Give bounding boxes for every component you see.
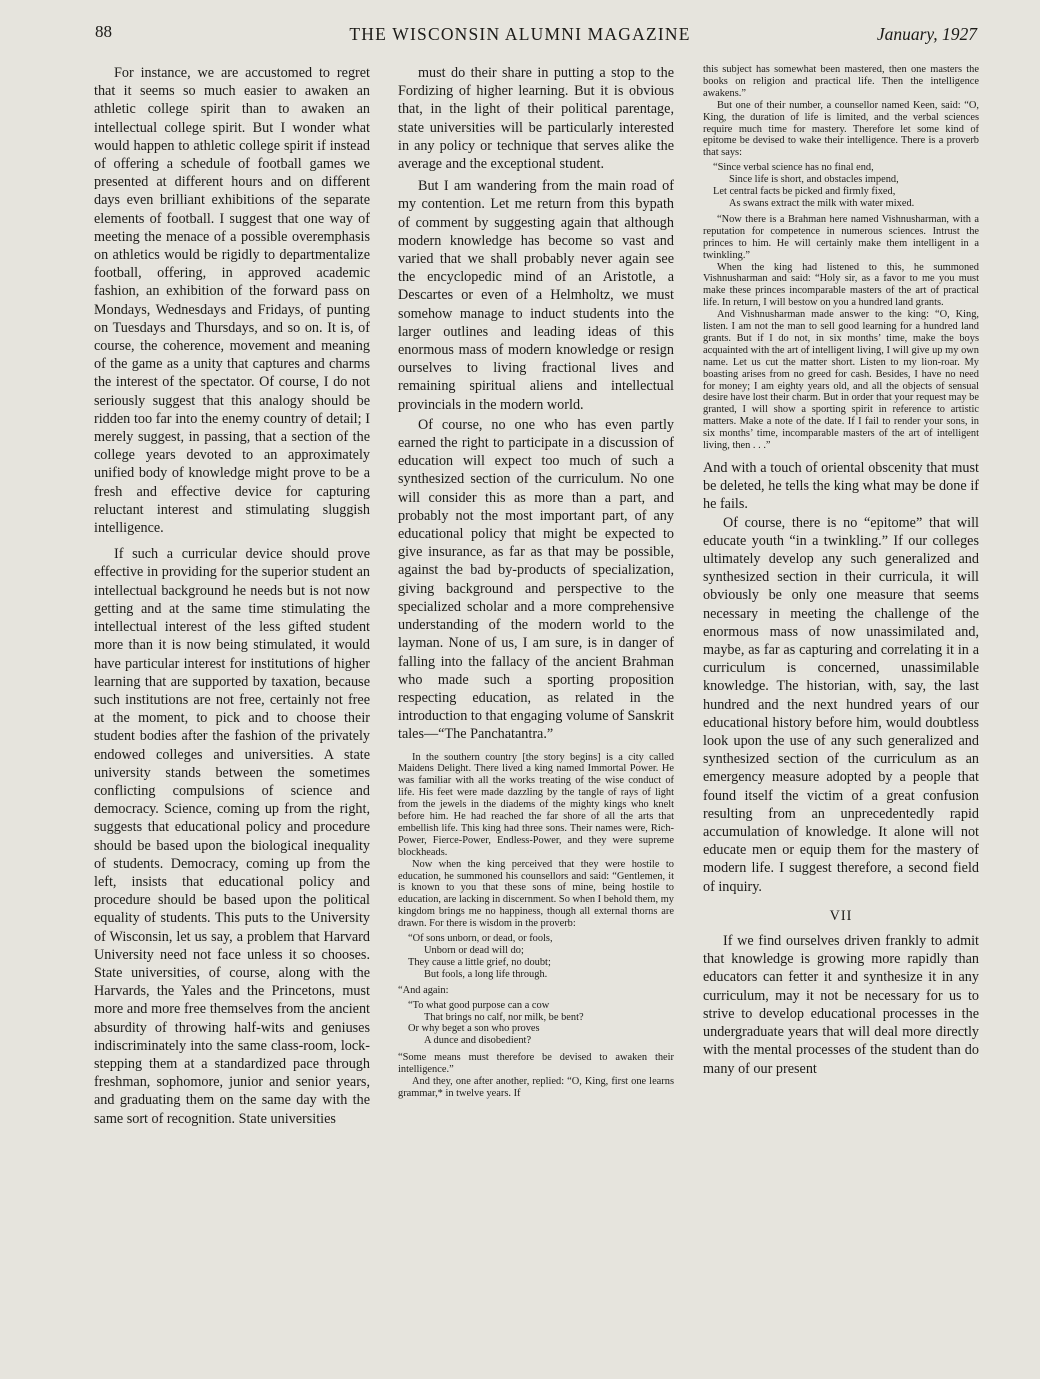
paragraph: If we find ourselves driven frankly to admit that knowledge is growing more rapidly than educators can fetter it and synthesize it in any curriculum, may it not be necessary for us to strive to develop educational processes in the undergraduate years that will deal more directly with the mental processes of the student than do many of our present <box>703 933 979 1077</box>
paragraph: must do their share in putting a stop to the Fordizing of higher learning. But it is obvious that, in the light of their political parentage, state universities will be particularly interested in any policy or technique that serves alike the average and the exceptional student. <box>398 65 674 173</box>
paragraph: For instance, we are accustomed to regret that it seems so much easier to awaken an athletic college spirit than to awaken an intellectual college spirit. But I wonder what would happen to athletic college spirit if instead of offering a schedule of football games we presented at different hours and on different days even brilliant exhibitions of the separate elements of football. I suggest that one way of meeting the menace of a possible overemphasis on athletics would be rigidly to departmentalize football, offering, in approved academic fashion, an exhibition of the forward pass on Mondays, Wednesdays and Fridays, of punting on Tuesdays and Thursdays, and so on. It is, of course, the coherence, movement and meaning of the game as a unity that captures and charms the interest of the spectator. Of course, I do not seriously suggest that this analogy should be ridden too far into the enemy country of detail; I merely suggest, in passing, that a section of the college years devoted to an approximately unified body of knowledge might prove to be a fresh and effective device for capturing reluctant interest and stimulating sluggish intelligence. <box>94 65 370 537</box>
panchatantra-excerpt <box>398 752 674 1100</box>
verse-line: “To what good purpose can a cow <box>408 999 550 1011</box>
body-text <box>703 459 979 1078</box>
verse-line: That brings no calf, nor milk, be bent? <box>424 1011 584 1023</box>
column-middle <box>398 64 674 1100</box>
quote-paragraph: “Now there is a Brahman here named Vishnusharman, with a reputation for competence in numerous sciences. Intrust the princes to him. He will certainly make them intelligent in a twinkling.” <box>703 213 979 261</box>
section-heading: VII <box>829 907 853 924</box>
verse-line: Unborn or dead will do; <box>424 945 524 957</box>
quote-paragraph: And Vishnusharman made answer to the king: “O, King, listen. I am not the man to sell good learning for a hundred land grants. But if I do not, in six months’ time, make the boys acquainted with the art of intelligent living, I will give up my own name. Let us cut the matter short. Listen to my lion-roar. My boasting arises from no greed for cash. Besides, I have no need for money; I am eighty years old, and all the objects of sensual desire have lost their charm. But in order that your request may be granted, I will show a sporting spirit in reference to artistic matters. Make a note of the date. If I fail to render your sons, in six months’ time, incomparable masters of the art of intelligent living, then . . .” <box>703 309 979 452</box>
quote-paragraph: “And again: <box>398 984 449 996</box>
magazine-title: THE WISCONSIN ALUMNI MAGAZINE <box>349 24 691 44</box>
panchatantra-excerpt-continued <box>703 64 979 452</box>
verse-line: “Since verbal science has no final end, <box>713 162 874 174</box>
page-number: 88 <box>95 22 112 41</box>
proverb-verse <box>713 162 979 210</box>
quote-paragraph: And they, one after another, replied: “O, King, first one learns grammar,* in twelve years. If <box>398 1076 674 1099</box>
quote-paragraph: Now when the king perceived that they were hostile to education, he summoned his counsellors and said: “Gentlemen, it is known to you that these sons of mine, being hostile to education, are lacking in discernment. So when I behold them, my kingdom brings me no happiness, though all external thorns are drawn. For there is wisdom in the proverb: <box>398 858 674 930</box>
page-header <box>0 20 1040 54</box>
proverb-verse <box>408 933 674 981</box>
verse-line: Or why beget a son who proves <box>408 1023 540 1035</box>
verse-line: A dunce and disobedient? <box>424 1035 532 1047</box>
quote-paragraph: But one of their number, a counsellor named Keen, said: “O, King, the duration of life is limited, and the verbal sciences require much time for mastery. Therefore let some kind of epitome be devised to wake their intelligence. There is a proverb that says: <box>703 99 979 159</box>
quote-paragraph: “Some means must therefore be devised to awaken their intelligence.” <box>398 1052 674 1076</box>
quote-paragraph: When the king had listened to this, he summoned Vishnusharman and said: “Holy sir, as a favor to me you must make these princes incomparable masters of the art of practical life. In return, I will bestow on you a hundred land grants. <box>703 261 979 309</box>
proverb-verse <box>408 1000 674 1048</box>
verse-line: But fools, a long life through. <box>424 968 548 980</box>
verse-line: “Of sons unborn, or dead, or fools, <box>408 933 553 945</box>
issue-date: January, 1927 <box>876 24 977 44</box>
quote-paragraph: In the southern country [the story begins] is a city called Maidens Delight. There lived a king named Immortal Power. He was familiar with all the works treating of the wise conduct of life. His feet were made dazzling by the tangle of rays of light from the jewels in the diadems of the mighty kings who knelt before him. He had reached the far shore of all the arts that embellish life. This king had three sons. Their names were, Rich-Power, Fierce-Power, Endless-Power, and they were supreme blockheads. <box>398 751 674 858</box>
verse-line: Let central facts be picked and firmly fixed, <box>713 186 896 198</box>
paragraph: But I am wandering from the main road of my contention. Let me return from this bypath of comment by suggesting again that although modern knowledge has become so vast and varied that we shall probably never again see the encyclopedic mind of an Aristotle, a Descartes or even of a Helmholtz, we must somehow manage to induct students into the larger outlines and leading ideas of this enormous mass of modern knowledge or resign ourselves to living fractional lives and remaining spiritual aliens and intellectual provincials in the modern world. <box>398 178 674 413</box>
paragraph: And with a touch of oriental obscenity that must be deleted, he tells the king what may be done if he fails. <box>703 460 979 513</box>
column-left <box>94 64 370 1128</box>
verse-line: As swans extract the milk with water mixed. <box>729 197 915 209</box>
column-right <box>703 64 979 1078</box>
paragraph: If such a curricular device should prove effective in providing for the superior student an intellectual background he needs but is not now getting and at the same time stimulating the intellectual interest of the less gifted student more than it is now being stimulated, it would have particular interest for institutions of higher learning that are supported by taxation, because such institutions are not free, certainly not free at the moment, to pick and to choose their student bodies after the fashion of the privately endowed colleges and universities. A state university stands between the sometimes conflicting compulsions of science and democracy. Science, coming up from the right, suggests that educational policy and procedure should be based upon the biological inequality of students. Democracy, coming up from the left, insists that educational policy and procedure should be based upon the political equality of students. This puts to the University of Wisconsin, let us say, a problem that Harvard University need not face unless it so chooses. State universities, of course, along with the Harvards, the Yales and the Princetons, must more and more free themselves from the ancient absurdity of throwing half-wits and geniuses indiscriminately into the same class-room, lock-stepping them at a standardized pace through freshman, sophomore, junior and senior years, and graduating them on the same day with the same sort of recognition. State universities <box>94 546 370 1127</box>
quote-paragraph: this subject has somewhat been mastered, then one masters the books on religion and practical life. Then the intelligence awakens.” <box>703 64 979 99</box>
verse-line: They cause a little grief, no doubt; <box>408 956 551 968</box>
paragraph: Of course, no one who has even partly earned the right to participate in a discussion of education will expect too much of such a synthesized section of the curriculum. No one will consider this as more than a part, and probably not the most important part, of any educational policy that might be expected to give insurance, as far as that may be possible, against the bad by-products of specialization, giving background and perspective to the specialized scholar and a more comprehensive understanding of the modern world to the layman. None of us, I am sure, is in danger of falling into the fallacy of the ancient Brahman who made such a sporting proposition respecting education, as related in the introduction to that engaging volume of Sanskrit tales—“The Panchatantra.” <box>398 416 674 743</box>
verse-line: Since life is short, and obstacles impend, <box>729 174 899 186</box>
paragraph: Of course, there is no “epitome” that will educate youth “in a twinkling.” If our colleges ultimately develop any such generalized and synthesized section in their curricula, it will obviously be only one measure that seems necessary in meeting the challenge of the enormous mass of now unassimilated and, maybe, as far as capturing and correlating it in a curriculum is concerned, unassimilable knowledge. The historian, with, say, the last hundred and the next hundred years of our educational history before him, would doubtless look upon the use of any such generalized and synthesized section of the curriculum as an emergency measure adopted by a people that found itself the victim of a great confusion resulting from an unprecedentedly rapid accumulation of knowledge. It alone will not educate men or equip them for the mastery of modern life. I suggest therefore, a second field of inquiry. <box>703 514 979 895</box>
